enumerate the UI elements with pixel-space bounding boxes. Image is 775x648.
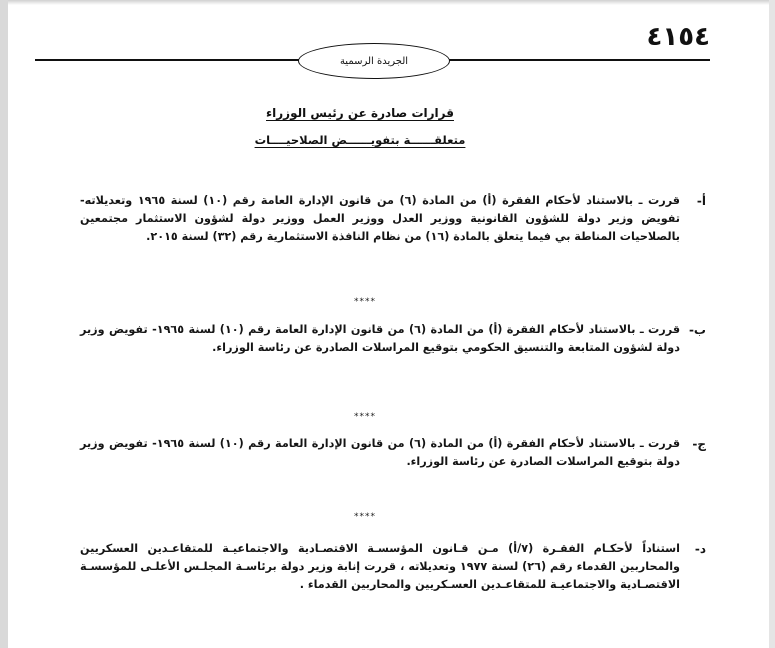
decision-d: [80, 540, 706, 594]
decision-marker: أ-: [696, 194, 706, 208]
main-title: قرارات صادرة عن رئيس الوزراء: [266, 106, 454, 120]
page-left-edge: [0, 0, 8, 648]
sub-title: متعلقــــــة بتفويــــــض الصلاحيــــات: [254, 133, 466, 147]
decision-marker: ج-: [692, 437, 706, 451]
decision-text: قررت ـ بالاستناد لأحكام الفقرة (أ) من المادة (٦) من قانون الإدارة العامة رقم (١٠) لسنة ١٩٦٥- تفويض وزير دولة لشؤون المتابعة والتنسيق الحكومي بتوقيع المراسلات الصادرة عن رئاسة الوزراء.: [80, 323, 681, 354]
decision-text: استناداً لأحكـام الفقـرة (٧/أ) مـن قـانون المؤسسـة الاقتصـادية والاجتماعيـة للمتقاعـدين العسكريين والمحاربين القدماء رقم (٢٦) لسنة ١٩٧٧ وتعديلاته ، قررت إنابة وزير دولة برئاسـة المجلـس الأعلـى للمؤسسـة الاقتصـادية والاجتماعيـة للمتقاعـدين العسـكريين والمحاربين القدماء .: [80, 542, 680, 591]
page-number: ٤١٥٤: [646, 22, 710, 52]
gazette-header-oval: [298, 43, 450, 79]
page-top-edge: [0, 0, 775, 5]
decision-a: [80, 192, 706, 246]
decision-marker: د-: [694, 542, 706, 556]
section-separator: ****: [354, 297, 376, 307]
document-titles: [200, 106, 520, 147]
decision-b: [80, 321, 706, 357]
header-rule-right: [445, 59, 710, 61]
decision-text: قررت ـ بالاستناد لأحكام الفقرة (أ) من المادة (٦) من قانون الإدارة العامة رقم (١٠) لسنة ١٩٦٥ وتعديلاته- تفويض وزير دولة للشؤون القانونية ووزير العدل ووزير العمل ووزير دولة لشؤون الاستثمار مجتمعين بالصلاحيات المناطة بي فيما يتعلق بالمادة (١٦) من نظام النافذة الاستثمارية رقم (٣٢) لسنة ٢٠١٥.: [80, 194, 681, 243]
decision-text: قررت ـ بالاستناد لأحكام الفقرة (أ) من المادة (٦) من قانون الإدارة العامة رقم (١٠) لسنة ١٩٦٥- تفويض وزير دولة بتوقيع المراسلات الصادرة عن رئاسة الوزراء.: [80, 437, 681, 468]
section-separator: ****: [354, 512, 376, 522]
decision-marker: ب-: [688, 323, 706, 337]
decision-c: [80, 435, 706, 471]
section-separator: ****: [354, 412, 376, 422]
page-right-edge: [769, 0, 775, 648]
header-rule-left: [35, 59, 305, 61]
gazette-name: الجريدة الرسمية: [339, 55, 409, 67]
